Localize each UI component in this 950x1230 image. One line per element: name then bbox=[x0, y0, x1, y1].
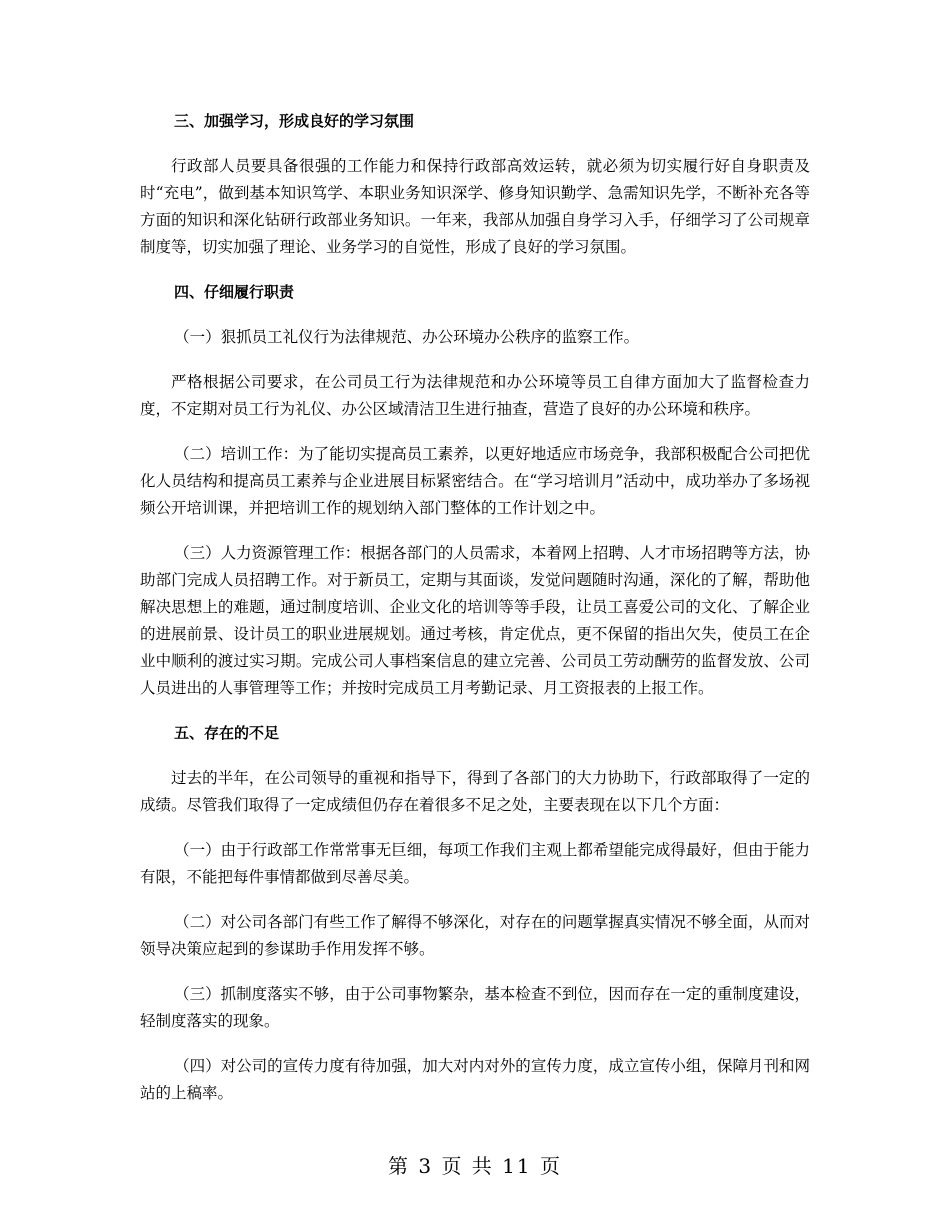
paragraph: 过去的半年，在公司领导的重视和指导下，得到了各部门的大力协助下，行政部取得了一定的成绩。尽管我们取得了一定成绩但仍存在着很多不足之处，主要表现在以下几个方面： bbox=[140, 769, 810, 814]
document-body bbox=[140, 108, 810, 1125]
section-heading-5: 五、存在的不足 bbox=[174, 724, 280, 742]
paragraph: （三）人力资源管理工作：根据各部门的人员需求，本着网上招聘、人才市场招聘等方法，协助部门完成人员招聘工作。对于新员工，定期与其面谈，发觉问题随时沟通，深化的了解，帮助他解决思想上的难题，通过制度培训、企业文化的培训等等手段，让员工喜爱公司的文化、了解企业的进展前景、设计员工的职业进展规划。通过考核，肯定优点，更不保留的指出欠失，使员工在企业中顺利的渡过实习期。完成公司人事档案信息的建立完善、公司员工劳动酬劳的监督发放、公司人员进出的人事管理等工作；并按时完成员工月考勤记录、月工资报表的上报工作。 bbox=[140, 544, 810, 697]
section-heading-3: 三、加强学习，形成良好的学习氛围 bbox=[174, 112, 415, 130]
paragraph: （四）对公司的宣传力度有待加强，加大对内对外的宣传力度，成立宣传小组，保障月刊和网站的上稿率。 bbox=[140, 1057, 810, 1102]
paragraph: （一）狠抓员工礼仪行为法律规范、办公环境办公秩序的监察工作。 bbox=[174, 328, 640, 346]
paragraph: （二）对公司各部门有些工作了解得不够深化，对存在的问题掌握真实情况不够全面，从而对领导决策应起到的参谋助手作用发挥不够。 bbox=[140, 913, 810, 958]
paragraph: （一）由于行政部工作常常事无巨细，每项工作我们主观上都希望能完成得最好，但由于能力有限，不能把每件事情都做到尽善尽美。 bbox=[140, 841, 810, 886]
paragraph: （二）培训工作：为了能切实提高员工素养，以更好地适应市场竞争，我部积极配合公司把优化人员结构和提高员工素养与企业进展目标紧密结合。在“学习培训月”活动中，成功举办了多场视频公开培训课，并把培训工作的规划纳入部门整体的工作计划之中。 bbox=[140, 445, 810, 517]
paragraph: 严格根据公司要求，在公司员工行为法律规范和办公环境等员工自律方面加大了监督检查力度，不定期对员工行为礼仪、办公区域清洁卫生进行抽查，营造了良好的办公环境和秩序。 bbox=[140, 373, 810, 418]
section-heading-4: 四、仔细履行职责 bbox=[174, 283, 295, 301]
paragraph: 行政部人员要具备很强的工作能力和保持行政部高效运转，就必须为切实履行好自身职责及时“充电”，做到基本知识笃学、本职业务知识深学、修身知识勤学、急需知识先学，不断补充各等方面的知识和深化钻研行政部业务知识。一年来，我部从加强自身学习入手，仔细学习了公司规章制度等，切实加强了理论、业务学习的自觉性，形成了良好的学习氛围。 bbox=[140, 157, 810, 256]
paragraph: （三）抓制度落实不够，由于公司事物繁杂，基本检查不到位，因而存在一定的重制度建设，轻制度落实的现象。 bbox=[140, 985, 810, 1030]
page-number-footer: 第 3 页 共 11 页 bbox=[388, 1154, 562, 1178]
